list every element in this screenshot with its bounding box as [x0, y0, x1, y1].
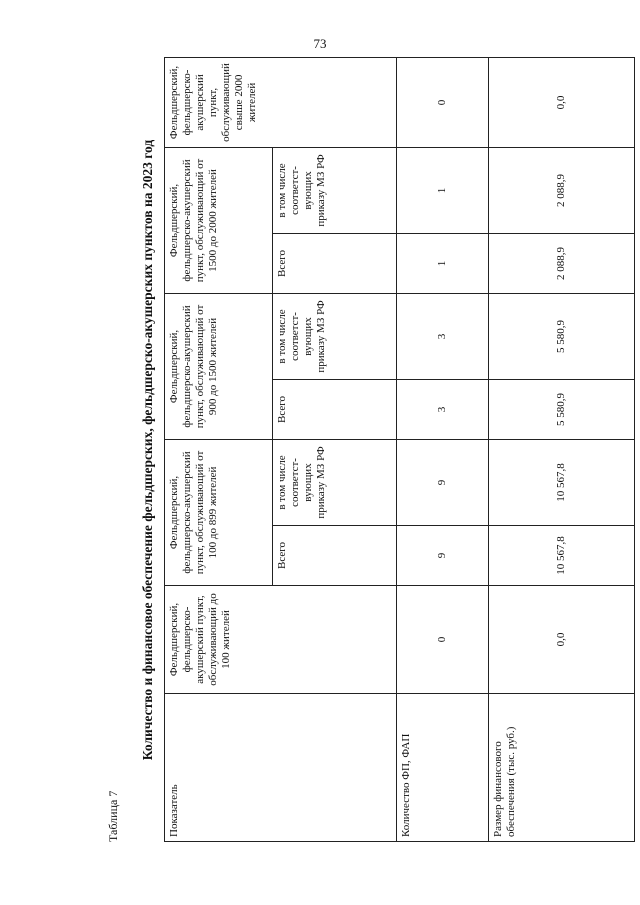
table-label: Таблица 7	[106, 790, 120, 842]
cell-value: 10 567,8	[489, 439, 635, 525]
subheader-incl: в том числе соответст-вующих приказу МЗ РФ	[273, 293, 397, 379]
cell-value: 1	[397, 147, 489, 233]
cell-value: 5 580,9	[489, 293, 635, 379]
subheader-total: Всего	[273, 379, 397, 439]
financing-table	[164, 57, 635, 842]
cell-value: 10 567,8	[489, 526, 635, 586]
header-900-1500: Фельдшерский, фельдшерско-акушерский пункт, обслуживающий от 900 до 1500 жителей	[165, 293, 273, 439]
row-label: Размер финансового обеспечения (тыс. руб.)	[489, 694, 635, 842]
cell-value: 1	[397, 233, 489, 293]
cell-value: 5 580,9	[489, 379, 635, 439]
subheader-incl: в том числе соответст-вующих приказу МЗ РФ	[273, 147, 397, 233]
header-1500-2000: Фельдшерский, фельдшерско-акушерский пункт, обслуживающий от 1500 до 2000 жителей	[165, 147, 273, 293]
table-title: Количество и финансовое обеспечение фельдшерских, фельдшерско-акушерских пунктов на 2023 год	[140, 139, 155, 761]
header-up-to-100: Фельдшерский, фельдшерско-акушерский пункт, обслуживающий до 100 жителей	[165, 586, 397, 694]
cell-value: 9	[397, 439, 489, 525]
cell-value: 9	[397, 526, 489, 586]
row-label: Количество ФП, ФАП	[397, 694, 489, 842]
page-number: 73	[313, 36, 327, 51]
header-over-2000: Фельдшерский, фельдшерско-акушерский пункт, обслуживающий свыше 2000 жителей	[165, 57, 397, 147]
table-row	[489, 57, 635, 841]
cell-value: 3	[397, 293, 489, 379]
header-100-899: Фельдшерский, фельдшерско-акушерский пункт, обслуживающий от 100 до 899 жителей	[165, 439, 273, 585]
cell-value: 0,0	[489, 57, 635, 147]
cell-value: 3	[397, 379, 489, 439]
cell-value: 0	[397, 586, 489, 694]
cell-value: 2 088,9	[489, 147, 635, 233]
subheader-total: Всего	[273, 526, 397, 586]
cell-value: 0,0	[489, 586, 635, 694]
rotated-table-block	[106, 58, 634, 842]
cell-value: 0	[397, 57, 489, 147]
header-indicator: Показатель	[165, 694, 397, 842]
cell-value: 2 088,9	[489, 233, 635, 293]
table-row	[397, 57, 489, 841]
subheader-total: Всего	[273, 233, 397, 293]
subheader-incl: в том числе соответст-вующих приказу МЗ РФ	[273, 439, 397, 525]
